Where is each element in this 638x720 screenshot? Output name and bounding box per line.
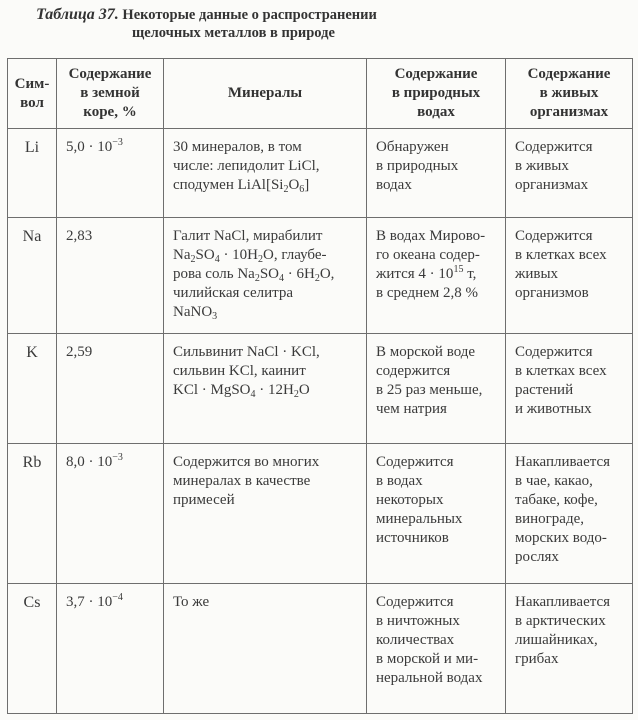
cell-natural-waters: Обнаружен в природных водах <box>367 129 506 218</box>
cell-natural-waters: В водах Мирово- го океана содер- жится $4 \cdot 10^{15}$ т, в среднем 2,8 % <box>367 218 506 334</box>
cell-minerals: То же <box>164 584 367 714</box>
cell-crust-content <box>57 218 164 334</box>
cell-natural-waters: Содержится в водах некоторых минеральных источников <box>367 444 506 584</box>
header-symbol: Сим- вол <box>8 59 57 129</box>
header-crust-content: Содержание в земной коре, % <box>57 59 164 129</box>
cell-crust-content <box>57 444 164 584</box>
header-row <box>8 59 633 129</box>
cell-living-organisms: Содержится в клетках всех живых организмов <box>506 218 633 334</box>
cell-crust-content <box>57 584 164 714</box>
table-number-label: Таблица 37. <box>36 6 119 23</box>
table-row <box>8 334 633 444</box>
table-title-line1: Некоторые данные о распространении <box>122 7 377 23</box>
cell-symbol: Na <box>8 218 57 334</box>
crust-exponent: −4 <box>112 592 123 603</box>
crust-value: 3,7 · 10 <box>66 594 113 610</box>
table-row <box>8 444 633 584</box>
crust-exponent: −3 <box>112 452 123 463</box>
crust-value: 2,83 <box>66 228 93 244</box>
cell-symbol: Rb <box>8 444 57 584</box>
table-row <box>8 218 633 334</box>
cell-symbol: Cs <box>8 584 57 714</box>
cell-symbol: K <box>8 334 57 444</box>
cell-symbol: Li <box>8 129 57 218</box>
cell-crust-content <box>57 129 164 218</box>
cell-natural-waters: В морской воде содержится в 25 раз меньше, чем натрия <box>367 334 506 444</box>
header-natural-waters: Содержание в природных водах <box>367 59 506 129</box>
cell-crust-content <box>57 334 164 444</box>
header-living-organisms: Содержание в живых организмах <box>506 59 633 129</box>
crust-value: 5,0 · 10 <box>66 139 113 155</box>
cell-natural-waters: Содержится в ничтожных количествах в морской и ми- неральной водах <box>367 584 506 714</box>
cell-minerals: Сильвинит NaCl · KCl, сильвин KCl, каинит KCl · MgSO$_4$ · $12H_2O$ <box>164 334 367 444</box>
cell-minerals: 30 минералов, в том числе: лепидолит LiCl, сподумен $LiAl[Si_2O_6]$ <box>164 129 367 218</box>
alkali-metals-table <box>7 58 633 714</box>
table-caption <box>36 6 596 42</box>
table-row <box>8 584 633 714</box>
cell-living-organisms: Содержится в клетках всех растений и животных <box>506 334 633 444</box>
header-minerals: Минералы <box>164 59 367 129</box>
crust-value: 8,0 · 10 <box>66 454 113 470</box>
cell-minerals: Содержится во многих минералах в качестве примесей <box>164 444 367 584</box>
crust-value: 2,59 <box>66 344 93 360</box>
cell-minerals: Галит NaCl, мирабилит $Na_2SO_4 \cdot 10H_2O$, глаубе- рова соль $Na_2SO_4 \cdot 6H_2O$, чилийская селитра NaNO$_3$ <box>164 218 367 334</box>
table-title-line2: щелочных металлов в природе <box>132 25 335 41</box>
crust-exponent: −3 <box>112 137 123 148</box>
cell-living-organisms: Накапливается в чае, какао, табаке, кофе, винограде, морских водо- рослях <box>506 444 633 584</box>
table-row <box>8 129 633 218</box>
cell-living-organisms: Содержится в живых организмах <box>506 129 633 218</box>
cell-living-organisms: Накапливается в арктических лишайниках, грибах <box>506 584 633 714</box>
